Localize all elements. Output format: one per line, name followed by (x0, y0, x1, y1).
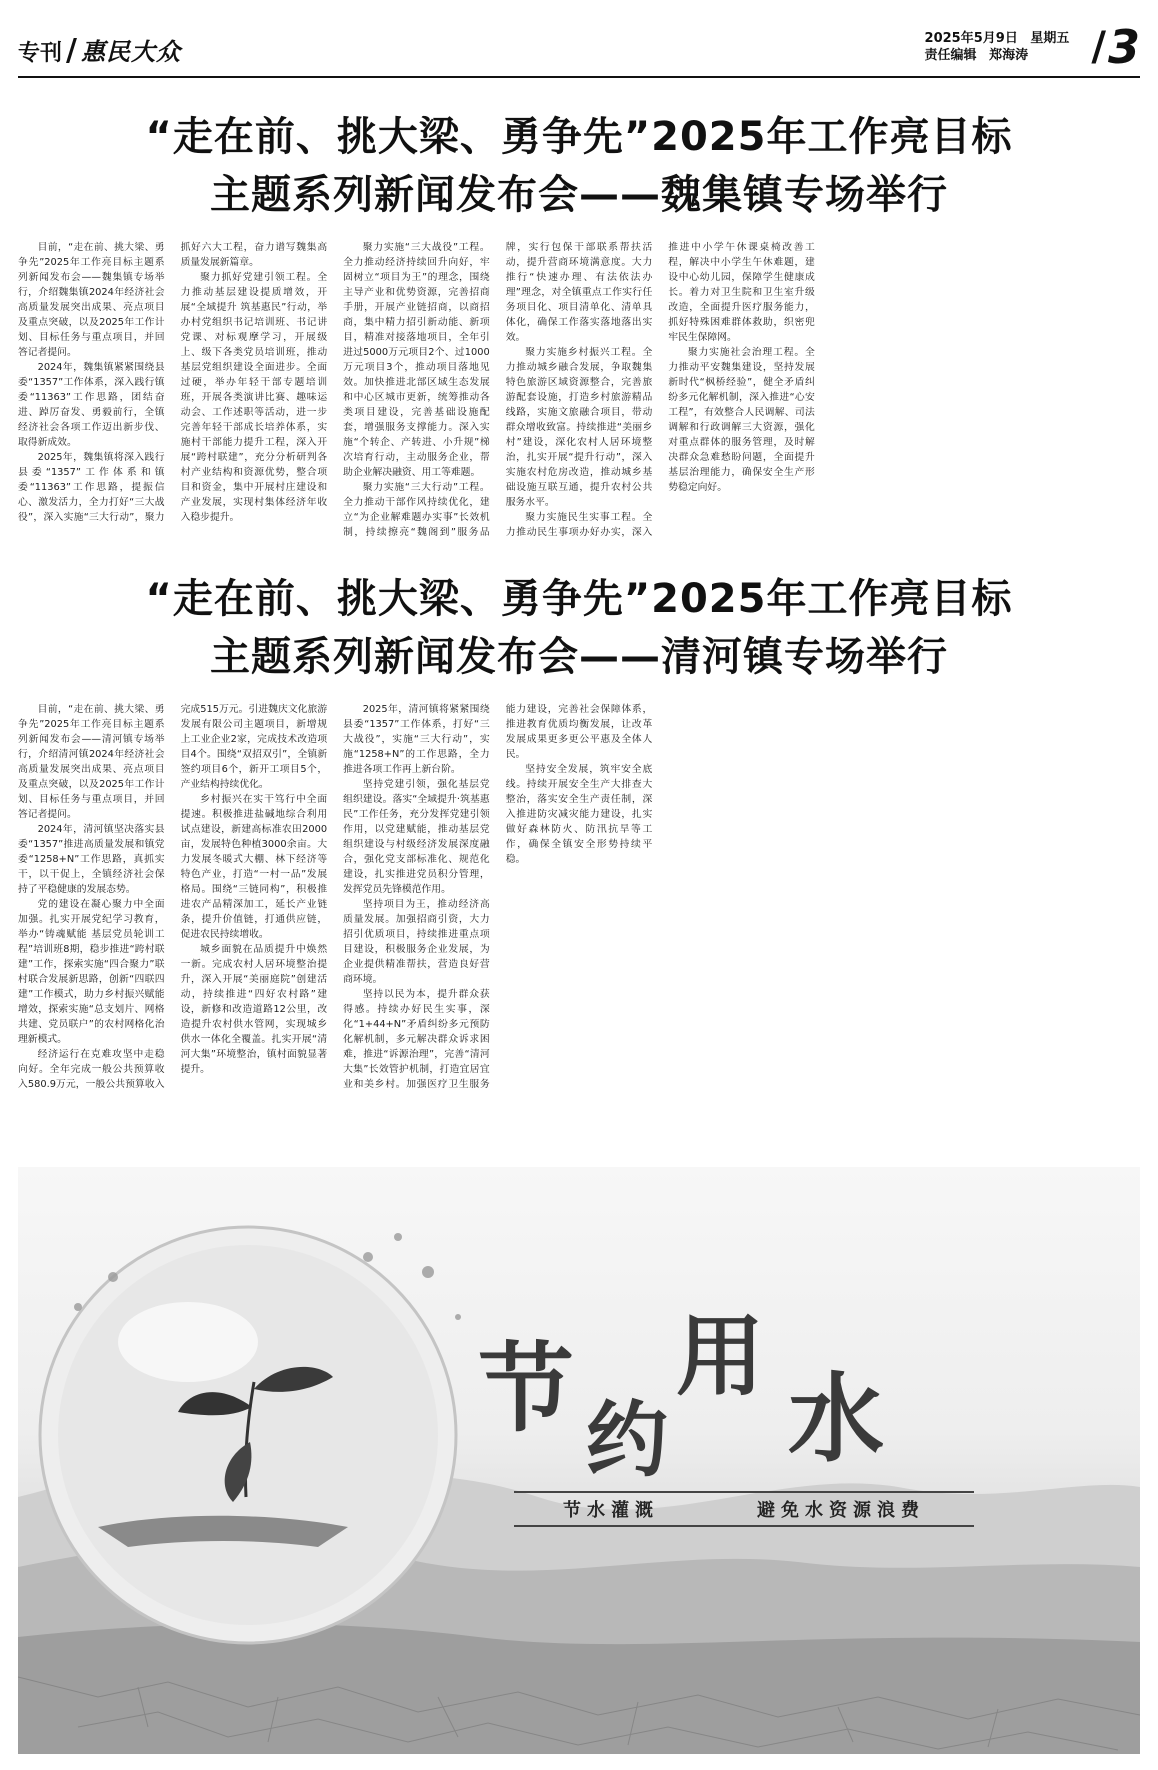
article-paragraph: 聚力实施“三大行动”工程。全力推动干部作风持续优化，建立“为企业解难题办实事”长效机制，持续擦亮“魏阁到”服务品牌，实行包保干部联系帮扶活动，提升营商环境满意度。大力推行“快速办理、有法依法办理”理念，对全镇重点工作实行任务项目化、项目清单化、清单具体化，确保工作落实落地落出实效。 (343, 242, 653, 538)
section-title (18, 32, 181, 68)
article-paragraph: 乡村振兴在实干笃行中全面提速。积极推进盐碱地综合利用试点建设，新建高标准农田2000亩，发展特色种植3000余亩。大力发展冬暖式大棚、林下经济等特色产业，打造“一村一品”发展格局。围绕“三链同构”，积极推进农产品精深加工，延长产业链条，提升价值链，打通供应链，促进农民持续增收。 (180, 794, 328, 940)
poster-slogan-bar (514, 1491, 974, 1527)
poster-title-char-2: 约 (586, 1392, 669, 1488)
headline-line-1: “走在前、挑大梁、勇争先”2025年工作亮目标 (145, 576, 1013, 622)
article-paragraph: 2024年，魏集镇紧紧围绕县委“1357”工作体系，深入践行镇委“11363”工作思路，团结奋进、踔厉奋发、勇毅前行，全镇经济社会各项工作迈出新步伐、取得新成效。 (18, 362, 165, 448)
headline-line-2: 主题系列新闻发布会——清河镇专场举行 (210, 634, 948, 680)
article-paragraph: 2025年，清河镇将紧紧围绕县委“1357”工作体系，打好“三大战役”，实施“三大行动”，实施“1258+N”的工作思路，全力推进各项工作再上新台阶。 (343, 704, 490, 775)
article-headline (18, 570, 1140, 686)
issue-weekday: 星期五 (1030, 31, 1070, 46)
water-saving-poster (18, 1167, 1140, 1754)
article-headline (18, 108, 1140, 224)
article-paragraph: 目前，“走在前、挑大梁、勇争先”2025年工作亮目标主题系列新闻发布会——魏集镇专场举行，介绍魏集镇2024年经济社会高质量发展突出成果、亮点项目及重点突破，以及2025年工作计划、目标任务与重点项目，并回答记者提问。 (18, 242, 165, 358)
article-paragraph: 党的建设在凝心聚力中全面加强。扎实开展党纪学习教育，举办“铸魂赋能 基层党员轮训工程”培训班8期，稳步推进“跨村联建”工作，探索实施“四合聚力”联村联合发展新思路，创新“四联四建”工作模式，助力乡村振兴赋能增效，探索实施“总支划片、网格共建、党员联户”的农村网格化治理新模式。 (18, 899, 165, 1045)
slogan-left: 节水灌溉 (563, 1500, 659, 1521)
mountain-landscape-illustration (18, 1167, 1140, 1754)
article-weiji (18, 108, 1140, 540)
slogan-right: 避免水资源浪费 (757, 1500, 925, 1521)
issue-meta (925, 30, 1078, 64)
headline-line-2: 主题系列新闻发布会——魏集镇专场举行 (210, 172, 948, 218)
article-paragraph: 坚持项目为王，推动经济高质量发展。加强招商引资，大力招引优质项目，持续推进重点项目建设，积极服务企业发展，为企业提供精准帮扶，营造良好营商环境。 (343, 899, 490, 985)
paper-name: 惠民大众 (80, 37, 181, 66)
poster-title-char-4: 水 (788, 1362, 884, 1475)
headline-line-1: “走在前、挑大梁、勇争先”2025年工作亮目标 (145, 114, 1013, 160)
poster-title-char-3: 用 (676, 1304, 765, 1408)
article-paragraph: 目前，“走在前、挑大梁、勇争先”2025年工作亮目标主题系列新闻发布会——清河镇专场举行，介绍清河镇2024年经济社会高质量发展突出成果、亮点项目及重点突破，以及2025年工作计划、目标任务与重点项目，并回答记者提问。 (18, 704, 165, 820)
article-paragraph: 2025年，魏集镇将深入践行县委“1357”工作体系和镇委“11363”工作思路，提振信心、激发活力，全力打好“三大战役”，深入实施“三大行动”，聚力抓好六大工程，奋力谱写魏集高质量发展新篇章。 (18, 242, 328, 523)
article-paragraph: 坚持安全发展，筑牢安全底线。持续开展安全生产大排查大整治，落实安全生产责任制，深入推进防灾减灾能力建设，扎实做好森林防火、防汛抗旱等工作，确保全镇安全形势持续平稳。 (505, 764, 653, 865)
masthead-rule (18, 76, 1140, 78)
article-paragraph: 2024年，清河镇坚决落实县委“1357”推进高质量发展和镇党委“1258+N”工作思路，真抓实干，以干促上，全镇经济社会保持了平稳健康的发展态势。 (18, 824, 165, 895)
article-body (18, 702, 1140, 1102)
section-slash: / (66, 33, 77, 68)
issue-date: 2025年5月9日 (924, 31, 1018, 46)
article-paragraph: 经济运行在克难攻坚中走稳向好。全年完成一般公共预算收入580.9万元，一般公共预算收入完成515万元。引进魏庆文化旅游发展有限公司主题项目，新增规上工业企业2家，完成技术改造项目4个。围绕“双招双引”，全镇新签约项目6个，新开工项目5个，产业结构持续优化。 (18, 704, 328, 1090)
editor-label: 责任编辑 (924, 48, 977, 63)
page-number: 3 (1107, 20, 1140, 74)
section-name: 专刊 (18, 40, 63, 66)
masthead (18, 14, 1140, 78)
editor-name: 郑海涛 (989, 48, 1029, 63)
article-paragraph: 聚力抓好党建引领工程。全力推动基层建设提质增效，开展“全域提升 筑基惠民”行动，举办村党组织书记培训班、书记讲党课、对标观摩学习，开展级上、级下各类党员培训班，推动基层党组织建设全面进步。全面过硬，举办年轻干部专题培训班，开展各类演讲比赛、趣味运动会、工作述职等活动，进一步完善年轻干部成长培养体系，实施村干部能力提升工程，深入开展“跨村联建”，充分分析研判各村产业结构和资源优势，整合项目和资金，集中开展村庄建设和产业发展，实现村集体经济年收入稳步提升。 (180, 272, 328, 523)
article-paragraph: 聚力实施乡村振兴工程。全力推动城乡融合发展，争取魏集特色旅游区域资源整合，完善旅游配套设施，打造乡村旅游精品线路，实施文旅融合项目，带动群众增收致富。持续推进“美丽乡村”建设，深化农村人居环境整治，扎实开展“提升行动”，深入实施农村危房改造，推动城乡基础设施互联互通，提升农村公共服务水平。 (505, 347, 653, 508)
article-qinghe (18, 570, 1140, 1102)
article-paragraph: 坚持党建引领，强化基层党组织建设。落实“全域提升·筑基惠民”工作任务，充分发挥党建引领作用，以党建赋能，推动基层党组织建设与村级经济发展深度融合，强化党支部标准化、规范化建设，扎实推进党员积分管理，发挥党员先锋模范作用。 (343, 779, 490, 895)
article-paragraph: 城乡面貌在品质提升中焕然一新。完成农村人居环境整治提升，深入开展“美丽庭院”创建活动，持续推进“四好农村路”建设，新修和改造道路12公里，改造提升农村供水管网，实现城乡供水一体化全覆盖。扎实开展“清河大集”环境整治，镇村面貌显著提升。 (180, 944, 328, 1075)
article-body (18, 240, 1140, 540)
article-paragraph: 聚力实施“三大战役”工程。全力推动经济持续回升向好，牢固树立“项目为王”的理念，围绕主导产业和优势资源，完善招商手册，开展产业链招商，以商招商，集中精力招引新动能、新项目，精准对接落地项目，全年引进过5000万元项目2个、过1000万元项目3个，推动项目落地见效。加快推进北部区域生态发展和中心区城市更新，统筹推动各类项目建设，完善基础设施配套，增强服务支撑能力。深入实施“个转企、产转进、小升规”梯次培育行动，主动服务企业，帮助企业解决融资、用工等难题。 (343, 242, 490, 478)
article-paragraph: 聚力实施民生实事工程。全力推动民生事项办好办实，深入推进中小学午休课桌椅改善工程，解决中小学生午休难题，建设中心幼儿园，保障学生健康成长。着力对卫生院和卫生室升级改造，全面提升医疗服务能力，抓好特殊困难群体救助，织密兜牢民生保障网。 (505, 242, 815, 538)
page-info (925, 20, 1140, 74)
article-paragraph: 坚持以民为本，提升群众获得感。持续办好民生实事，深化“1+44+N”矛盾纠纷多元预防化解机制，多元解决群众诉求困难，推进“诉源治理”，完善“清河大集”长效管护机制，打造宜居宜业和美乡村。加强医疗卫生服务能力建设，完善社会保障体系，推进教育优质均衡发展，让改革发展成果更多更公平惠及全体人民。 (343, 704, 653, 1090)
article-paragraph: 聚力实施社会治理工程。全力推动平安魏集建设，坚持发展新时代“枫桥经验”，健全矛盾纠纷多元化解机制，深入推进“心安工程”，有效整合人民调解、司法调解和行政调解三大资源，强化对重点群体的服务管理，及时解决群众急难愁盼问题，全面提升基层治理能力，确保安全生产形势稳定向好。 (668, 347, 815, 493)
page-slash: / (1091, 24, 1106, 70)
poster-title-char-1: 节 (478, 1332, 574, 1445)
